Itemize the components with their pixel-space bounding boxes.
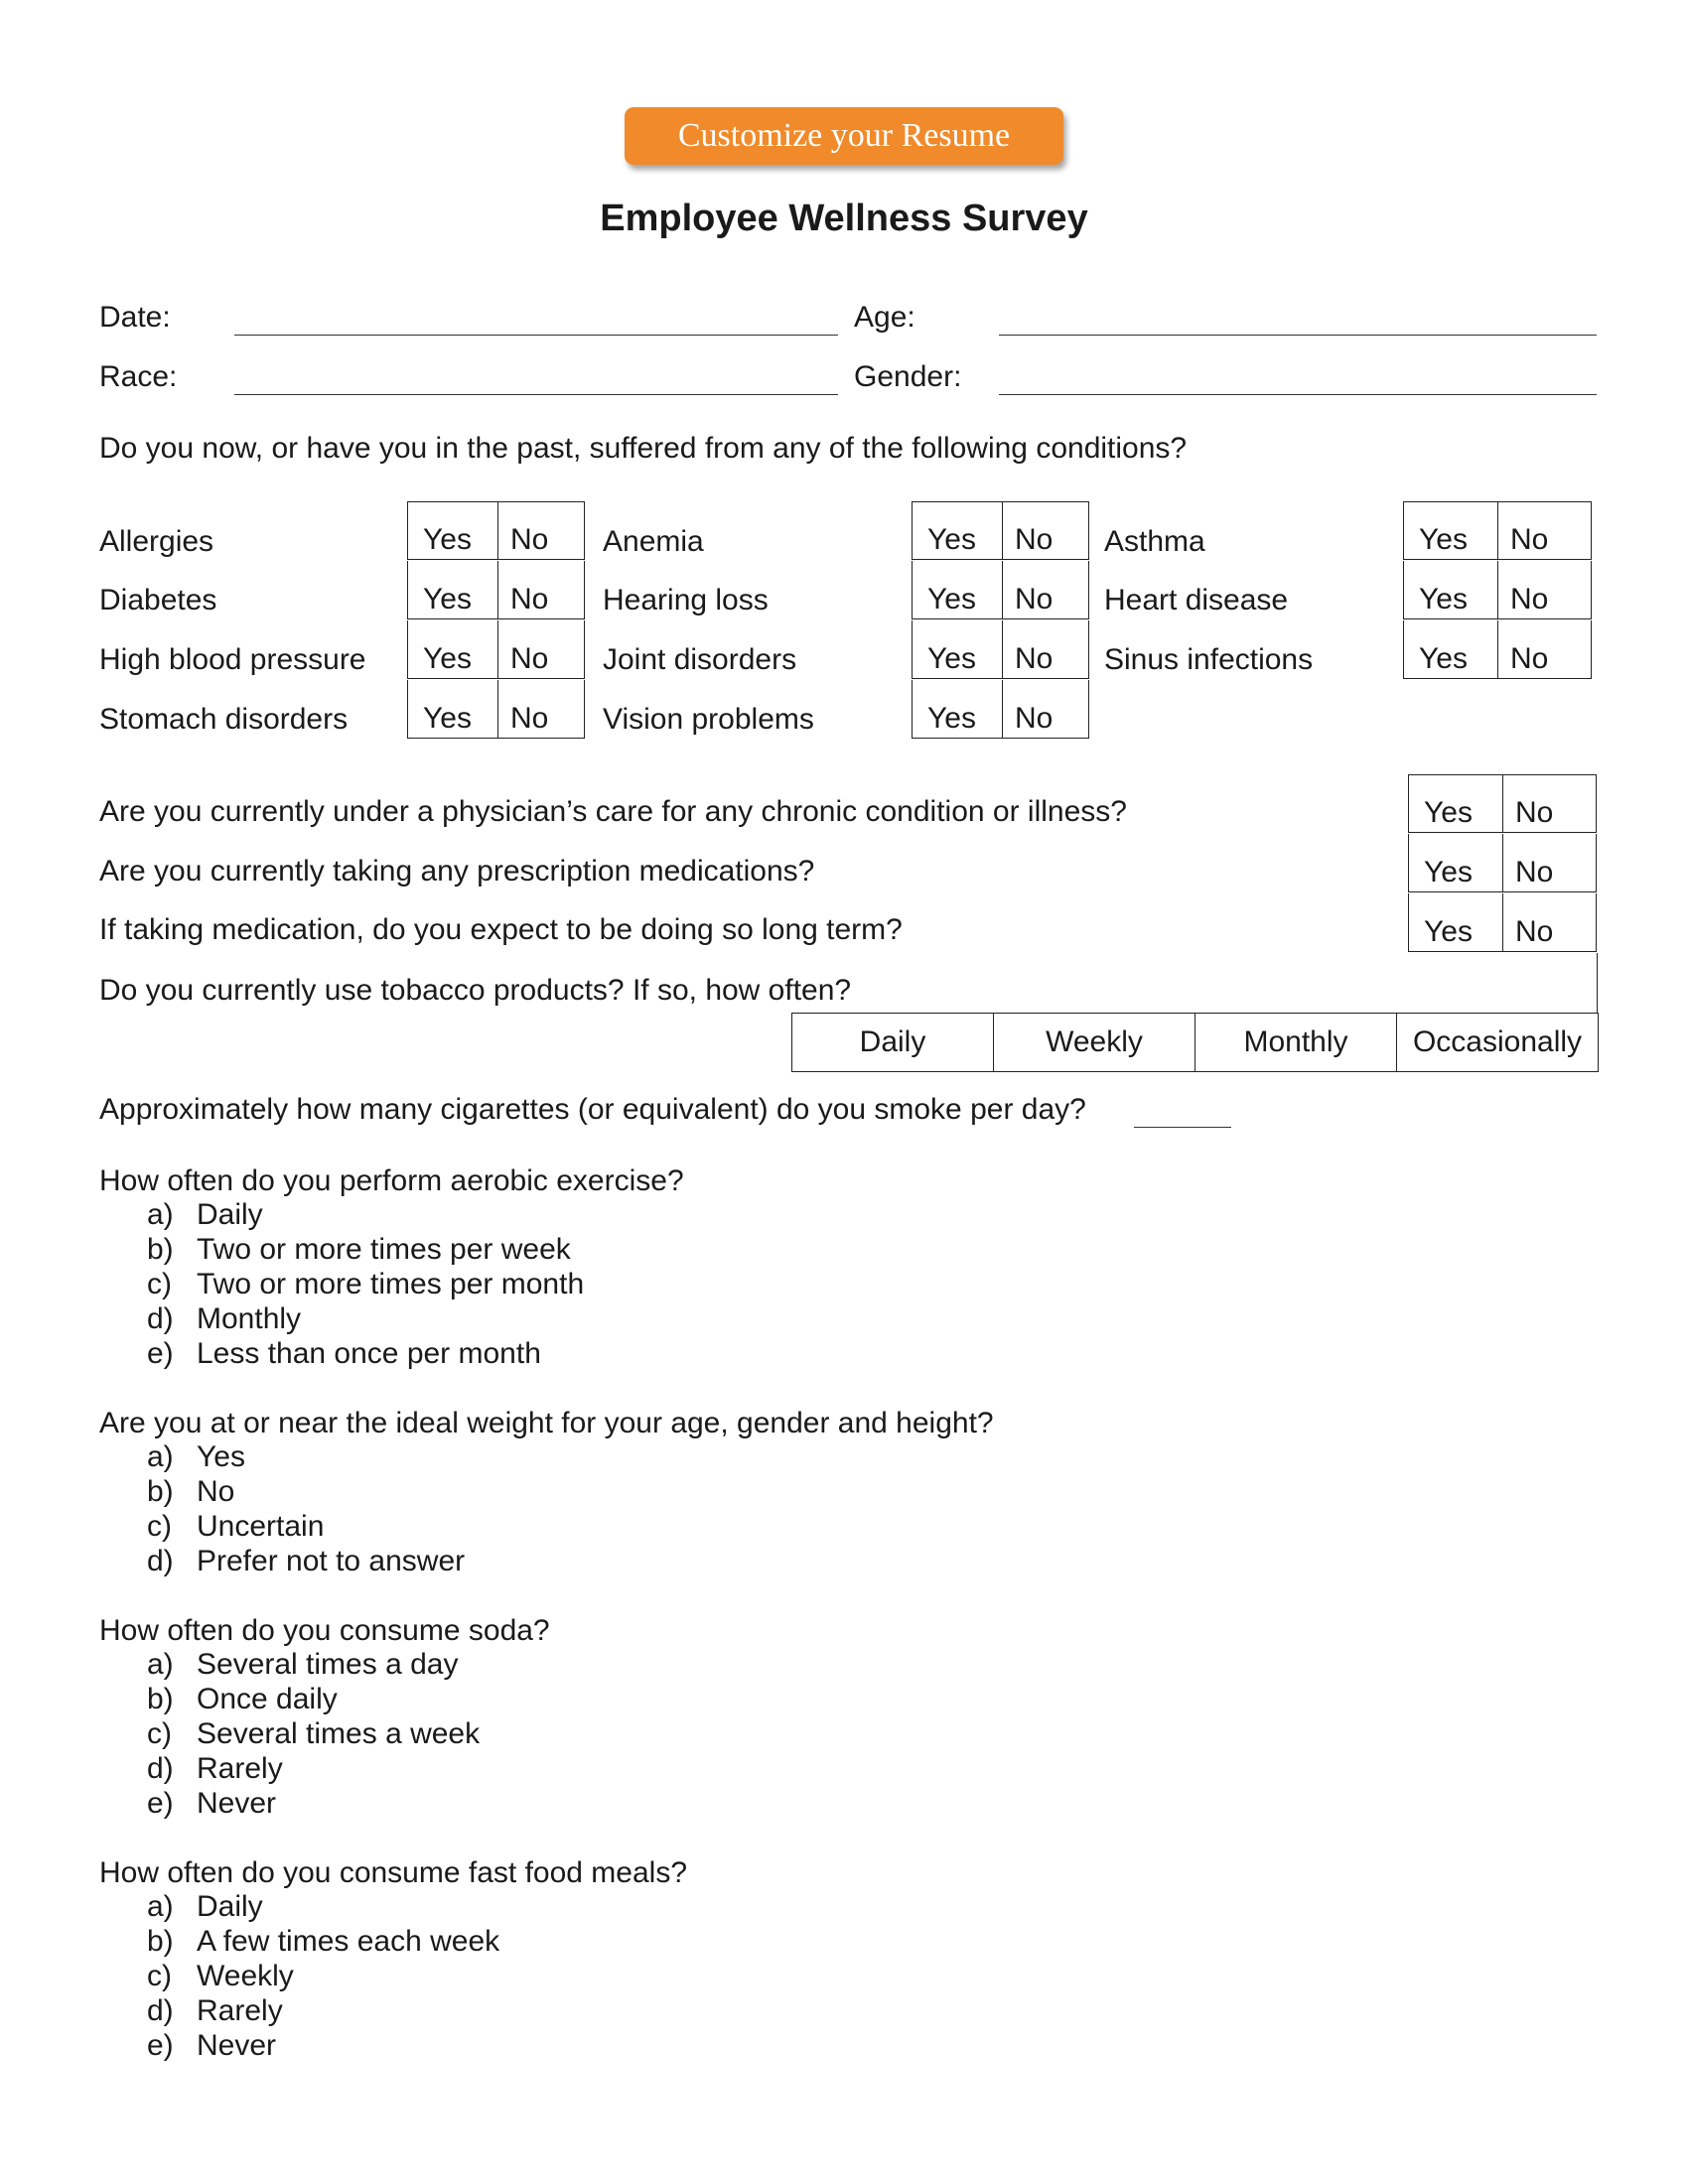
list-item[interactable] — [147, 1439, 465, 1474]
exercise-question: How often do you perform aerobic exercise? — [99, 1164, 684, 1197]
option-text: Prefer not to answer — [197, 1545, 466, 1577]
page-title: Employee Wellness Survey — [600, 198, 1088, 239]
option-text: Uncertain — [197, 1510, 325, 1543]
no-option[interactable]: No — [1510, 642, 1549, 675]
no-option[interactable]: No — [1510, 523, 1549, 556]
option-letter: e) — [147, 2029, 174, 2062]
list-item[interactable] — [147, 1647, 480, 1682]
list-item[interactable] — [147, 1786, 480, 1821]
diabetes-yes-no — [407, 561, 585, 619]
condition-label: High blood pressure — [99, 643, 366, 676]
age-field[interactable] — [999, 335, 1597, 336]
customize-resume-button[interactable]: Customize your Resume — [625, 107, 1063, 165]
option-letter: c) — [147, 1268, 172, 1300]
condition-label: Joint disorders — [603, 643, 797, 676]
condition-label: Heart disease — [1104, 584, 1289, 616]
vision-problems-yes-no — [912, 680, 1089, 739]
weight-options — [147, 1439, 465, 1578]
option-letter: d) — [147, 1752, 174, 1785]
cigarettes-count-field[interactable] — [1134, 1127, 1231, 1128]
option-text: Yes — [197, 1440, 245, 1473]
option-text: Never — [197, 2029, 277, 2062]
option-text: Two or more times per week — [197, 1233, 571, 1266]
list-item[interactable] — [147, 1959, 499, 1993]
long-term-yes-no — [1408, 893, 1597, 952]
date-label: Date: — [99, 301, 171, 334]
list-item[interactable] — [147, 1682, 480, 1716]
race-field[interactable] — [234, 394, 838, 395]
list-item[interactable] — [147, 2028, 499, 2063]
option-text: Several times a week — [197, 1717, 481, 1750]
prescription-question: Are you currently taking any prescription medications? — [99, 855, 815, 887]
sinus-infections-yes-no — [1403, 620, 1592, 679]
weight-question: Are you at or near the ideal weight for your age, gender and height? — [99, 1407, 994, 1439]
no-option[interactable]: No — [1515, 915, 1554, 948]
tobacco-frequency-options — [791, 1013, 1599, 1072]
no-option[interactable]: No — [510, 523, 549, 556]
option-letter: c) — [147, 1717, 172, 1750]
option-text: Rarely — [197, 1752, 283, 1785]
yes-option[interactable]: Yes — [408, 680, 498, 738]
yes-option[interactable]: Yes — [1404, 502, 1498, 559]
no-option[interactable]: No — [1015, 523, 1054, 556]
option-text: Never — [197, 1787, 277, 1820]
list-item[interactable] — [147, 1924, 499, 1959]
option-letter: e) — [147, 1337, 174, 1370]
anemia-yes-no — [912, 501, 1089, 560]
condition-label: Vision problems — [603, 703, 814, 736]
asthma-yes-no — [1403, 501, 1592, 560]
option-text: Daily — [197, 1890, 263, 1923]
option-text: Monthly — [197, 1302, 302, 1335]
list-item[interactable] — [147, 1232, 584, 1267]
list-item[interactable] — [147, 1301, 584, 1336]
race-label: Race: — [99, 360, 178, 393]
condition-label: Anemia — [603, 525, 704, 558]
option-text: A few times each week — [197, 1925, 500, 1958]
condition-label: Asthma — [1104, 525, 1205, 558]
no-option[interactable]: No — [1515, 796, 1554, 829]
no-option[interactable]: No — [1510, 583, 1549, 615]
option-letter: b) — [147, 1925, 174, 1958]
option-text: Weekly — [197, 1960, 294, 1992]
option-letter: e) — [147, 1787, 174, 1820]
yes-option[interactable]: Yes — [913, 561, 1003, 618]
condition-label: Diabetes — [99, 584, 217, 616]
yes-option[interactable]: Yes — [1409, 834, 1503, 891]
option-letter: b) — [147, 1683, 174, 1715]
prescription-yes-no — [1408, 834, 1597, 892]
no-option[interactable]: No — [510, 583, 549, 615]
age-label: Age: — [854, 301, 915, 334]
option-letter: d) — [147, 1545, 174, 1577]
list-item[interactable] — [147, 1993, 499, 2028]
exercise-options — [147, 1197, 584, 1371]
yes-option[interactable]: Yes — [408, 620, 498, 678]
list-item[interactable] — [147, 1716, 480, 1751]
option-letter: d) — [147, 1302, 174, 1335]
fast-food-options — [147, 1889, 499, 2063]
option-letter: c) — [147, 1510, 172, 1543]
no-option[interactable]: No — [510, 702, 549, 735]
long-term-medication-question: If taking medication, do you expect to be doing so long term? — [99, 913, 903, 946]
no-option[interactable]: No — [1515, 856, 1554, 888]
tobacco-option-monthly[interactable]: Monthly — [1196, 1014, 1397, 1071]
high-blood-pressure-yes-no — [407, 620, 585, 679]
option-text: Once daily — [197, 1683, 338, 1715]
yes-option[interactable]: Yes — [1404, 561, 1498, 618]
tobacco-option-daily[interactable]: Daily — [792, 1014, 994, 1071]
option-text: Rarely — [197, 1994, 283, 2027]
condition-label: Sinus infections — [1104, 643, 1314, 676]
physician-care-yes-no — [1408, 774, 1597, 833]
option-text: Daily — [197, 1198, 263, 1231]
stomach-disorders-yes-no — [407, 680, 585, 739]
hearing-loss-yes-no — [912, 561, 1089, 619]
conditions-question: Do you now, or have you in the past, suffered from any of the following conditions? — [99, 432, 1188, 465]
date-field[interactable] — [234, 335, 838, 336]
option-letter: b) — [147, 1475, 174, 1508]
yes-option[interactable]: Yes — [408, 502, 498, 559]
yes-option[interactable]: Yes — [408, 561, 498, 618]
cigarettes-question: Approximately how many cigarettes (or equivalent) do you smoke per day? — [99, 1093, 1086, 1126]
option-text: Less than once per month — [197, 1337, 541, 1370]
no-option[interactable]: No — [510, 642, 549, 675]
yes-option[interactable]: Yes — [913, 680, 1003, 738]
yes-option[interactable]: Yes — [1404, 620, 1498, 678]
soda-question: How often do you consume soda? — [99, 1614, 550, 1647]
yes-option[interactable]: Yes — [1409, 893, 1503, 951]
gender-field[interactable] — [999, 394, 1597, 395]
no-option[interactable]: No — [1015, 583, 1054, 615]
no-option[interactable]: No — [1015, 702, 1054, 735]
condition-label: Stomach disorders — [99, 703, 349, 736]
allergies-yes-no — [407, 501, 585, 560]
option-letter: a) — [147, 1198, 174, 1231]
option-letter: a) — [147, 1440, 174, 1473]
heart-disease-yes-no — [1403, 561, 1592, 619]
option-text: Several times a day — [197, 1648, 459, 1681]
condition-label: Allergies — [99, 525, 214, 558]
gender-label: Gender: — [854, 360, 962, 393]
tobacco-box-divider — [1597, 953, 1598, 1013]
list-item[interactable] — [147, 1336, 584, 1371]
cta-container — [0, 107, 1688, 165]
option-letter: a) — [147, 1890, 174, 1923]
tobacco-option-occasionally[interactable]: Occasionally — [1412, 1025, 1583, 1058]
soda-options — [147, 1647, 480, 1821]
joint-disorders-yes-no — [912, 620, 1089, 679]
yes-option[interactable]: Yes — [913, 502, 1003, 559]
option-letter: b) — [147, 1233, 174, 1266]
tobacco-option-weekly[interactable]: Weekly — [994, 1014, 1196, 1071]
physician-care-question: Are you currently under a physician’s care for any chronic condition or illness? — [99, 795, 1127, 828]
yes-option[interactable]: Yes — [1409, 775, 1503, 832]
option-text: Two or more times per month — [197, 1268, 585, 1300]
list-item[interactable] — [147, 1544, 465, 1578]
fast-food-question: How often do you consume fast food meals? — [99, 1856, 688, 1889]
list-item[interactable] — [147, 1267, 584, 1301]
list-item[interactable] — [147, 1751, 480, 1786]
option-letter: a) — [147, 1648, 174, 1681]
list-item[interactable] — [147, 1889, 499, 1924]
list-item[interactable] — [147, 1197, 584, 1232]
condition-label: Hearing loss — [603, 584, 769, 616]
tobacco-question: Do you currently use tobacco products? If so, how often? — [99, 974, 852, 1007]
option-text: No — [197, 1475, 235, 1508]
list-item[interactable] — [147, 1474, 465, 1509]
no-option[interactable]: No — [1015, 642, 1054, 675]
list-item[interactable] — [147, 1509, 465, 1544]
option-letter: d) — [147, 1994, 174, 2027]
yes-option[interactable]: Yes — [913, 620, 1003, 678]
option-letter: c) — [147, 1960, 172, 1992]
